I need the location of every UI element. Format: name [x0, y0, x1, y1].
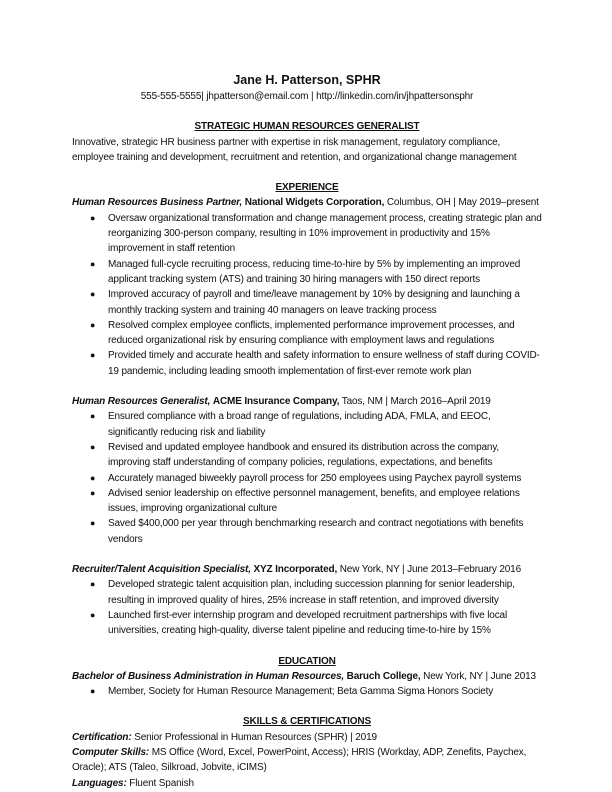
education-details: New York, NY | June 2013 [423, 670, 536, 682]
candidate-name: Jane H. Patterson, SPHR [233, 73, 381, 87]
list-item [72, 471, 542, 486]
bullet-icon: ● [90, 487, 96, 498]
resume-document [72, 72, 542, 791]
job-company: XYZ Incorporated, [253, 564, 338, 576]
experience-heading: EXPERIENCE [275, 182, 339, 194]
job-bullets [72, 577, 542, 638]
bullet-text: Provided timely and accurate health and safety information to ensure wellness of staff during COVID-19 pandemic, including leading smooth implementation of first-ever remote work plan [108, 350, 540, 377]
education-header [72, 669, 542, 684]
job-title: Human Resources Business Partner, [72, 197, 243, 209]
skill-row [72, 776, 542, 791]
bullet-icon: ● [90, 441, 96, 452]
skill-label: Computer Skills: [72, 746, 150, 758]
bullet-icon: ● [90, 411, 96, 422]
skill-row [72, 730, 542, 745]
job-entry [72, 394, 542, 547]
skill-label: Certification: [72, 731, 132, 743]
list-item [72, 608, 542, 639]
job-header [72, 394, 542, 409]
job-company: National Widgets Corporation, [244, 197, 385, 209]
list-item [72, 211, 542, 257]
job-entry [72, 562, 542, 638]
bullet-text: Advised senior leadership on effective personnel management, benefits, and employee relations issues, improving organizational culture [108, 487, 520, 515]
bullet-text: Member, Society for Human Resource Management; Beta Gamma Sigma Honors Society [108, 686, 494, 698]
education-heading: EDUCATION [278, 655, 336, 667]
job-title: Recruiter/Talent Acquisition Specialist, [72, 564, 251, 576]
bullet-text: Improved accuracy of payroll and time/leave management by 10% by designing and launching a monthly tracking system and training 40 managers on leave tracking process [108, 289, 520, 316]
contact-line: 555-555-5555| jhpatterson@email.com | http://linkedin.com/in/jhpattersonsphr [140, 91, 474, 102]
list-item [72, 409, 542, 440]
list-item [72, 440, 542, 471]
job-title: Human Resources Generalist, [72, 396, 211, 408]
list-item [72, 348, 542, 379]
list-item [72, 318, 542, 349]
education-bullets [72, 684, 542, 699]
summary-heading: STRATEGIC HUMAN RESOURCES GENERALIST [194, 121, 420, 133]
job-company: ACME Insurance Company, [212, 396, 340, 408]
school: Baruch College, [346, 670, 421, 682]
bullet-text: Resolved complex employee conflicts, implemented performance improvement processes, and reduced organizational risk by ensuring compliance with employment laws and regulations [108, 319, 515, 347]
skill-value: MS Office (Word, Excel, PowerPoint, Access); HRIS (Workday, ADP, Zenefits, Paychex, Oracle); ATS (Taleo, Silkroad, Jobvite, iCIMS) [72, 746, 527, 774]
bullet-icon: ● [90, 212, 96, 223]
job-bullets [72, 409, 542, 547]
bullet-icon: ● [90, 472, 96, 483]
bullet-text: Developed strategic talent acquisition plan, including succession planning for senior leadership, resulting in improved quality of hires, 25% increase in staff retention, and improved diversity [108, 579, 515, 606]
list-item [72, 257, 542, 288]
job-entry [72, 195, 542, 379]
skill-label: Languages: [72, 777, 127, 789]
list-item [72, 486, 542, 517]
skill-value: Senior Professional in Human Resources (SPHR) | 2019 [134, 731, 377, 743]
job-details: New York, NY | June 2013–February 2016 [339, 564, 521, 576]
summary-text: Innovative, strategic HR business partner with expertise in risk management, regulatory compliance, employee training and development, recruitment and retention, and organizational change management [72, 136, 517, 163]
list-item [72, 577, 542, 608]
job-details: Taos, NM | March 2016–April 2019 [341, 396, 491, 408]
bullet-text: Ensured compliance with a broad range of regulations, including ADA, FMLA, and EEOC, significantly reducing risk and liability [108, 411, 491, 438]
bullet-icon: ● [90, 609, 96, 620]
degree: Bachelor of Business Administration in Human Resources, [72, 670, 344, 682]
bullet-icon: ● [90, 350, 96, 361]
skill-value: Fluent Spanish [129, 777, 194, 789]
bullet-icon: ● [90, 686, 96, 697]
list-item [72, 287, 542, 318]
bullet-icon: ● [90, 258, 96, 269]
bullet-text: Managed full-cycle recruiting process, reducing time-to-hire by 5% by implementing an improved applicant tracking system (ATS) and training 30 hiring managers with 150 direct reports [108, 258, 521, 285]
skills-heading: SKILLS & CERTIFICATIONS [242, 716, 372, 728]
bullet-text: Revised and updated employee handbook and ensured its distribution across the company, improving staff understanding of company policies, regulations, expectations, and benefits [108, 441, 500, 469]
bullet-icon: ● [90, 289, 96, 300]
job-details: Columbus, OH | May 2019–present [386, 197, 539, 209]
job-bullets [72, 211, 542, 379]
job-header [72, 562, 542, 577]
list-item [72, 516, 542, 547]
bullet-text: Saved $400,000 per year through benchmarking research and contract negotiations with benefits vendors [108, 518, 524, 545]
skill-row [72, 745, 542, 776]
bullet-icon: ● [90, 518, 96, 529]
job-header [72, 195, 542, 210]
bullet-icon: ● [90, 579, 96, 590]
list-item [72, 684, 542, 699]
bullet-icon: ● [90, 319, 96, 330]
bullet-text: Launched first-ever internship program and developed recruitment partnerships with five local universities, creating high-quality, diverse talent pipeline and reducing time-to-hire by 15% [108, 609, 508, 637]
bullet-text: Oversaw organizational transformation and change management process, creating strategic plan and reorganizing 300-person company, resulting in 10% improvement in productivity and 15% improvement in staff retention [108, 212, 542, 255]
bullet-text: Accurately managed biweekly payroll process for 250 employees using Paychex payroll systems [108, 472, 522, 484]
